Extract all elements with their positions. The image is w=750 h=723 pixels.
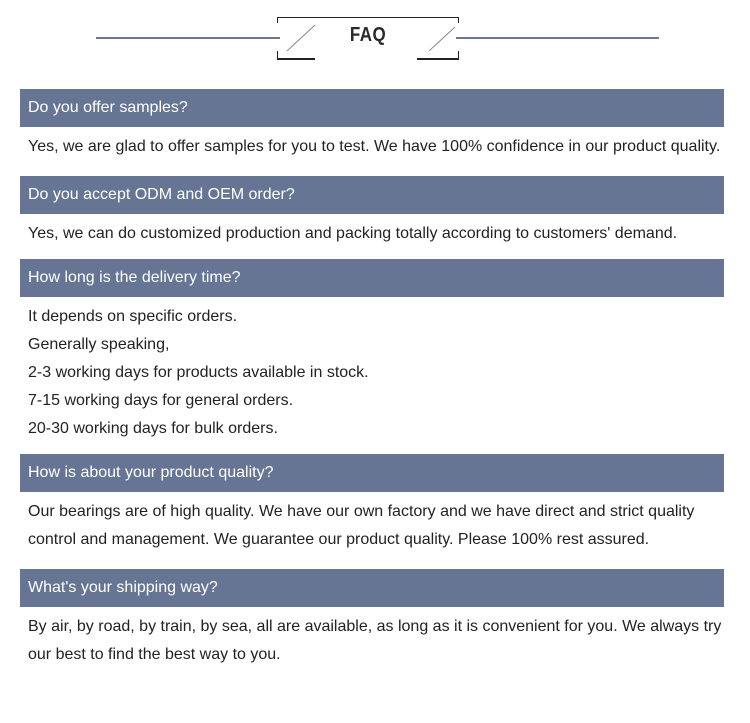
answer-line: 7-15 working days for general orders. bbox=[28, 392, 294, 409]
faq-question-shipping: What's your shipping way? bbox=[20, 569, 724, 607]
answer-line: Yes, we are glad to offer samples for you to test. We have 100% confidence in our product quality. bbox=[28, 138, 721, 155]
faq-question-odm-oem: Do you accept ODM and OEM order? bbox=[20, 176, 724, 214]
faq-answer-shipping bbox=[28, 613, 728, 669]
answer-line: Generally speaking, bbox=[28, 336, 170, 353]
answer-line: our best to find the best way to you. bbox=[28, 646, 281, 663]
answer-line: 20-30 working days for bulk orders. bbox=[28, 420, 278, 437]
faq-question-quality: How is about your product quality? bbox=[20, 454, 724, 492]
faq-answer-quality bbox=[28, 498, 728, 554]
answer-line: Yes, we can do customized production and packing totally according to customers' demand. bbox=[28, 225, 678, 242]
header-divider-right bbox=[456, 37, 659, 39]
answer-line: It depends on specific orders. bbox=[28, 308, 238, 325]
answer-line: control and management. We guarantee our product quality. Please 100% rest assured. bbox=[28, 531, 650, 548]
faq-answer-samples bbox=[28, 137, 728, 157]
answer-line: Our bearings are of high quality. We have our own factory and we have direct and strict quality bbox=[28, 503, 695, 520]
faq-answer-odm-oem bbox=[28, 224, 728, 244]
faq-question-samples: Do you offer samples? bbox=[20, 89, 724, 127]
answer-line: By air, by road, by train, by sea, all are available, as long as it is convenient for you. We always try bbox=[28, 618, 722, 635]
faq-header bbox=[0, 0, 750, 70]
page-title: FAQ bbox=[349, 24, 387, 46]
faq-answer-delivery bbox=[28, 303, 728, 443]
answer-line: 2-3 working days for products available in stock. bbox=[28, 364, 369, 381]
faq-question-delivery: How long is the delivery time? bbox=[20, 259, 724, 297]
header-divider-left bbox=[96, 37, 280, 39]
